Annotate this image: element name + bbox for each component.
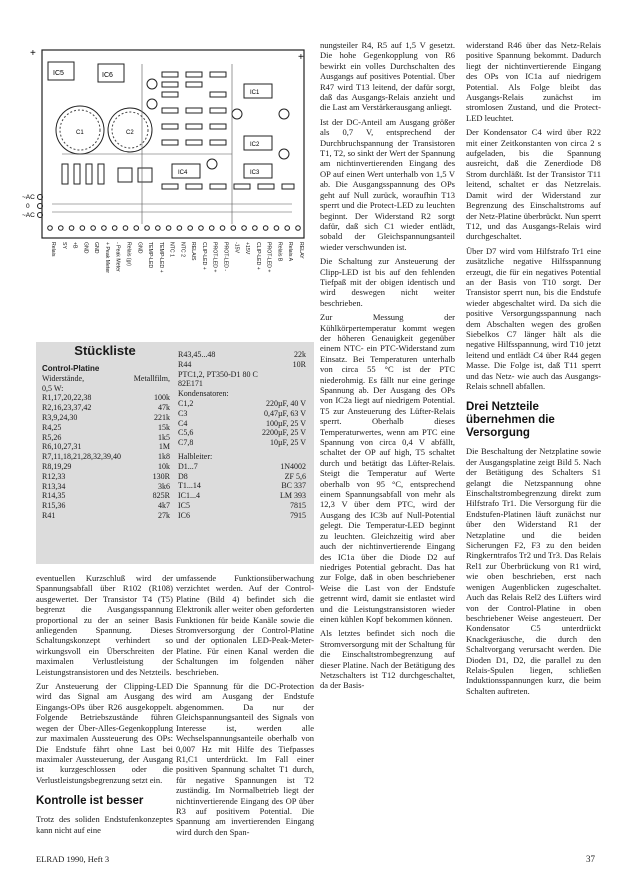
svg-text:IC3: IC3: [250, 170, 260, 176]
part-designator: T1...14: [178, 481, 201, 491]
parts-row: [178, 399, 306, 409]
connector-pin: [220, 226, 225, 231]
part-value: 7915: [290, 510, 306, 520]
parts-row: [178, 501, 306, 511]
paragraph: widerstand R46 über das Netz-Relais positive Spannung bekommt. Dadurch liegt der nichtinvertierende Eingang des OPs von IC1a auf niedrigem Potential. Als Folge bleibt das Ausgangs-Relais zunächst im stromlosen Zustand, und die Protect-LED leuchtet.: [466, 40, 601, 123]
pin-label: GND: [82, 242, 89, 254]
pin-label: Relais (gr): [125, 242, 132, 266]
parts-row: [42, 462, 170, 472]
pin-label: GND: [136, 242, 143, 254]
pin-label: -15V: [233, 242, 240, 253]
paragraph: Die Schaltung zur Ansteuerung der Clipp-LED ist bis auf den fehlenden Tiefpaß mit der obigen identisch und wird deswegen nicht weiter beschrieben.: [320, 256, 455, 308]
part-value: 221k: [154, 412, 170, 422]
parts-row: [178, 409, 306, 419]
section-heading: Kontrolle ist besser: [36, 795, 144, 808]
parts-row: [178, 428, 306, 438]
part-value: 3k6: [158, 481, 170, 491]
svg-text:IC1: IC1: [250, 90, 260, 96]
part-value: BC 337: [281, 481, 306, 491]
paragraph: eventuellen Kurzschluß wird der Spannungsabfall über R102 (R108) ausgewertet. Der Transistor T4 (T5) begrenzt die Ausgangsspannung proportional zu der an seiner Basis anliegenden Spannung. Dieses Schaltungskonzept verhindert so wirkungsvoll ein Überschreiten der maximalen Verlustleistung der Leistungstransistoren und des Netzteils.: [36, 573, 173, 677]
connector-pin: [253, 226, 258, 231]
capacitor-list: [178, 399, 306, 448]
connector-pin: [69, 226, 74, 231]
part-designator: R7,11,18,21,28,32,39,40: [42, 452, 122, 462]
pin-label: CLIP-LED +: [200, 242, 207, 270]
pin-label: RELAIS: [190, 242, 197, 261]
article-column-2: [176, 573, 314, 841]
parts-list-right: [178, 350, 306, 521]
paragraph: Als letztes befindet sich noch die Stromversorgung mit der Schaltung für die Einschaltstrombegrenzung auf dieser Platine. Nach der Betätigung des Netzschalters ist T12 durchgeschaltet, da der Basis-: [320, 628, 455, 691]
svg-text:IC5: IC5: [53, 70, 64, 77]
part-value: 2200µF, 25 V: [261, 428, 306, 438]
magazine-footer: ELRAD 1990, Heft 3: [36, 854, 110, 864]
paragraph: Über D7 wird vom Hilfstrafo Tr1 eine zusätzliche negative Hilfsspannung erzeugt, die für ein negatives Potential an der Basis von T10 sorgt. Der Transistor sperrt nun, bis die Endstufe wieder abgeschaltet wird. Da sich die positive Versorgungsspannung nach dem Abschalten wegen des großen Siebelkos C7 länger hält als die negative Hilfsspannung, wird T10 jetzt leitend und entlädt C4 über R44 gegen Masse. Die Folge ist, daß T11 sperrt und das Netz- wie auch das Ausgangs-Relais schnell abfallen.: [466, 245, 601, 391]
parts-row: [178, 491, 306, 501]
connector-pin: [296, 226, 301, 231]
part-designator: D1...7: [178, 461, 198, 471]
connector-pin: [199, 226, 204, 231]
part-designator: R14,35: [42, 491, 66, 501]
resistor-list: [42, 393, 170, 520]
pin-label: +B: [71, 242, 78, 249]
parts-section-title: Control-Platine: [42, 364, 100, 373]
paragraph: Der Kondensator C4 wird über R22 mit einer Zeitkonstanten von circa 2 s aufgeladen, bis die Spannung ausreicht, daß die Zenerdiode D8 Strom durchläßt. Ist der Transistor T11 leitend, schaltet er das Netzrelais. Damit wird der Widerstand zur Begrenzung des Einschaltstroms auf der Netz-Platine überbrückt. Nun sperrt T12, und das Ausgangs-Relais wird durchgeschaltet.: [466, 127, 601, 242]
parts-row: [42, 403, 170, 413]
part-value: 10R: [292, 359, 306, 369]
part-designator: R6,10,27,31: [42, 442, 82, 452]
svg-text:C2: C2: [126, 130, 134, 136]
connector-pin: [91, 226, 96, 231]
parts-row: [42, 423, 170, 433]
svg-text:0: 0: [26, 203, 30, 210]
connector-pin: [156, 226, 161, 231]
connector-pin: [134, 226, 139, 231]
paragraph: umfassende Funktionsüberwachung verzichtet werden. Auf der Control-Platine (Bild 4) befindet sich die Elektronik aller weiter oben geforderten Funktionen für beide Kanäle sowie die Stromversorgung der Control-Platine und der optionalen LED-Peak-Meter-Platine. Für einen Kanal werden die Schaltungen im folgenden näher beschrieben.: [176, 573, 314, 677]
paragraph: Ist der DC-Anteil am Ausgang größer als 0,7 V, entsprechend der Durchbruchspannung der Transistoren T1, T2, so sinkt der Wert der Spannung am nichtinvertierenden Eingang des OP auf einen Wert unterhalb von 1,5 V ab. Die Ausgangsspannung des OPs geht auf Null zurück, woraufhin T13 sperrt und die Protect-LED zu leuchten beginnt. Der Widerstand R2 sorgt dafür, daß sich C1 wieder entlädt, sobald der Gleichspannungsanteil wieder verschwunden ist.: [320, 116, 455, 252]
part-designator: C1,2: [178, 398, 194, 408]
part-value: 10k: [158, 461, 170, 471]
parts-row: [178, 472, 306, 482]
pin-label: TEMP-LED: [147, 242, 154, 269]
parts-row: [178, 481, 306, 491]
part-designator: IC6: [178, 510, 190, 520]
part-value: 1N4002: [280, 461, 306, 471]
connector-pin: [48, 226, 53, 231]
connector-pin: [123, 226, 128, 231]
semiconductor-header: Halbleiter:: [178, 451, 213, 461]
parts-row: [178, 350, 306, 360]
paragraph: Zur Ansteuerung der Clipping-LED wird das Signal am Ausgang des Eingangs-OPs über R26 ausgekoppelt. Folgende Betriebszustände führen wegen der Über-Alles-Gegenkopplung zur maximalen Aussteuerung des OPs: Die Endstufe fährt ohne Last bei maximaler Aussteuerung, der Ausgang ist kurzgeschlossen oder die Verlustleistungsbegrenzung setzt ein.: [36, 681, 173, 785]
connector-pin: [209, 226, 214, 231]
page-number: 37: [586, 854, 595, 864]
svg-text:~AC: ~AC: [22, 212, 35, 219]
connector-pin: [58, 226, 63, 231]
svg-text:+: +: [30, 48, 36, 59]
parts-row: [178, 511, 306, 521]
parts-row: [42, 482, 170, 492]
part-designator: R13,34: [42, 481, 66, 491]
section-heading: Drei Netzteile übernehmen die Versorgung: [466, 401, 555, 440]
pin-label: - Peak Meter: [114, 242, 121, 272]
part-designator: R41: [42, 510, 56, 520]
svg-text:~AC: ~AC: [22, 194, 35, 201]
ptc-line: PTC1,2, PT350-D1 80 C: [178, 369, 258, 379]
pin-label: PROT-LED +: [265, 242, 272, 273]
pin-label: Relais A: [287, 242, 294, 262]
part-value: 22k: [294, 350, 306, 359]
pin-label: NTC 2: [179, 242, 186, 257]
svg-text:IC4: IC4: [178, 170, 188, 176]
parts-row: [42, 433, 170, 443]
parts-row: [42, 501, 170, 511]
connector-pin: [166, 226, 171, 231]
svg-text:C1: C1: [76, 130, 84, 136]
parts-row: [42, 491, 170, 501]
part-designator: R8,19,29: [42, 461, 72, 471]
pcb-layout-drawing: [22, 44, 308, 319]
parts-row: [178, 419, 306, 429]
resistor-list-cont: [178, 350, 306, 370]
parts-row: [42, 413, 170, 423]
connector-pin: [188, 226, 193, 231]
resistor-header-2: 0,5 W:: [42, 383, 64, 393]
svg-text:IC6: IC6: [102, 72, 113, 79]
part-value: 130R: [152, 471, 170, 481]
part-value: ZF 5,6: [284, 471, 306, 481]
resistor-header: Widerstände, Metallfilm,: [42, 373, 170, 383]
parts-row: [42, 511, 170, 521]
part-value: 220µF, 40 V: [265, 398, 306, 408]
parts-list-box: [36, 342, 314, 564]
part-value: 1k5: [158, 432, 170, 442]
svg-text:+: +: [298, 52, 304, 63]
part-designator: C5,6: [178, 428, 194, 438]
part-designator: R12,33: [42, 471, 66, 481]
circuit-board-figure: [22, 44, 308, 319]
article-column-3: [320, 40, 455, 695]
connector-pin: [80, 226, 85, 231]
semiconductor-list: [178, 462, 306, 521]
part-designator: IC1...4: [178, 491, 200, 501]
part-designator: C4: [178, 418, 188, 428]
connector-pin: [231, 226, 236, 231]
connector-pin: [263, 226, 268, 231]
part-designator: R44: [178, 359, 192, 369]
parts-row: [178, 360, 306, 370]
parts-row: [42, 472, 170, 482]
connector-pin: [177, 226, 182, 231]
pin-label: GND: [93, 242, 100, 254]
parts-row: [178, 462, 306, 472]
ptc-type: 82E171: [178, 379, 203, 389]
part-value: 15k: [158, 422, 170, 432]
connector-pin: [145, 226, 150, 231]
parts-row: [178, 438, 306, 448]
part-value: 100µF, 25 V: [265, 418, 306, 428]
part-value: LM 393: [280, 491, 306, 501]
part-designator: R5,26: [42, 432, 62, 442]
pin-label: RELAY: [298, 242, 304, 259]
article-column-1: [36, 573, 173, 839]
connector-pin: [102, 226, 107, 231]
part-designator: R4,25: [42, 422, 62, 432]
parts-row: [42, 452, 170, 462]
pin-label: NTC 1: [168, 242, 175, 257]
pin-label: PROT-LED +: [211, 242, 218, 273]
part-designator: IC5: [178, 500, 190, 510]
pin-label: TEMP-LED +: [157, 242, 164, 273]
connector-pin: [112, 226, 117, 231]
article-column-4: [466, 40, 601, 700]
pin-label: PROT-LED -: [222, 242, 229, 272]
paragraph: Die Spannung für die DC-Protection wird am Ausgang der Endstufe abgenommen. Da nur der Gleichspannungsanteil des Signals von Interesse ist, werden alle Wechselspannungsanteile oberhalb von 0,007 Hz mit Hilfe des Tiefpasses R1,C1 unterdrückt. Im Fall einer positiven Spannung schaltet T1 durch, für negative Spannungen ist T2 zuständig. Im Normalbetrieb liegt der nichtinvertierende Eingang des OP über R3 auf positivem Potential. Die Spannung am invertierenden Eingang wird durch den Span-: [176, 681, 314, 837]
part-value: 0,47µF, 63 V: [263, 408, 306, 418]
paragraph: Zur Messung der Kühlkörpertemperatur kommt wegen der höheren Genauigkeit gegenüber einem NTC- ein PTC-Widerstand zum Einsatz. Bei Temperaturen unterhalb von circa 55 °C ist der PTC niederohmig. Es fällt nur eine geringe Spannung ab. Der Ausgang des OPs von IC2a liegt auf niedrigem Potential. T5 zur Ansteuerung des Lüfter-Relais sperrt. Oberhalb dieses Temperaturwertes, wenn am PTC eine Spannung von circa 0,4 V abfällt, schaltet der OP auf high, T5 schaltet durch und betätigt das Lüfter-Relais. Steigt die Temperatur auf Werte oberhalb von 95 °C, entsprechend einem Spannungsabfall von mehr als 12,3 V über dem PTC, wird der Ausgang des IC3b auf Null-Potential gelegt. Die Temperatur-LED beginnt zu leuchten. Gleichzeitig wird aber auch der nichtinvertierende Eingang des IC1a über die Diode D2 auf niedriges Potential gebracht. Das hat zur Folge, daß in oben beschriebener Weise die Last von der Endstufe getrennt wird, damit sie entlastet wird und die Leistungstransistoren wieder einen kühlen Kopf bekommen können.: [320, 312, 455, 624]
part-designator: D8: [178, 471, 188, 481]
part-value: 825R: [152, 491, 170, 501]
part-designator: R15,36: [42, 501, 66, 511]
paragraph: Trotz des soliden Endstufenkonzeptes kann nicht auf eine: [36, 814, 173, 835]
pin-label: +15V: [244, 242, 251, 255]
parts-list-title: Stückliste: [74, 343, 136, 358]
connector-pin: [242, 226, 247, 231]
part-value: 1M: [158, 442, 170, 452]
part-value: 27k: [158, 510, 170, 520]
connector-pin: [274, 226, 279, 231]
part-designator: R3,9,24,30: [42, 412, 78, 422]
pin-label: Relais B: [276, 242, 283, 262]
part-value: 47k: [158, 403, 170, 413]
part-value: 10µF, 25 V: [269, 438, 306, 448]
capacitor-header: Kondensatoren:: [178, 389, 229, 399]
part-designator: R1,17,20,22,38: [42, 393, 92, 403]
parts-row: [42, 393, 170, 403]
pin-label: CLIP-LED +: [254, 242, 261, 270]
part-value: 7815: [290, 500, 306, 510]
pin-label: Relais: [50, 242, 56, 257]
part-value: 100k: [154, 393, 170, 403]
pin-label: SY: [60, 242, 67, 249]
part-designator: C7,8: [178, 438, 194, 448]
part-designator: R43,45...48: [178, 350, 216, 359]
part-value: 1k8: [158, 452, 170, 462]
parts-list-left: [42, 364, 170, 521]
parts-row: [42, 442, 170, 452]
pin-label: + Peak Meter: [103, 242, 110, 273]
paragraph: nungsteiler R4, R5 auf 1,5 V gesetzt. Die hohe Gegenkopplung von R6 bewirkt ein volles Durchschalten des Ausgangs auf positives Potential. Über R47 wird T13 leitend, der dafür sorgt, daß das Ausgangs-Relais anzieht und die Last am Verstärkerausgang anliegt.: [320, 40, 455, 113]
paragraph: Die Beschaltung der Netzplatine sowie der Ausgangsplatine zeigt Bild 5. Nach der Betätigung des Schalters S1 gelangt die Netzspannung ohne Einschaltstrombegrenzung direkt zum Hilfstrafo Tr1. Die Versorgung für die Endstufen-Platinen läuft zunächst nur über den Widerstand R1 der Netzplatine und die beiden Sicherungen F2, F3 zu den beiden Ringkerntrafos Tr2 und Tr3. Das Relais Rel1 zur Überbrückung von R1 wird, wie oben beschrieben, erst nach wenigen Augenblicken zugeschaltet. Auch das Relais Rel2 des Lüfters wird von der Control-Platine in oben beschriebener Weise angesteuert. Der Kondensator C5 unterdrückt Knackgeräusche, die durch den Schaltvorgang verursacht werden. Die Dioden D1, D2, die parallel zu den Relais-Spulen liegen, schließen Induktionsspannungen kurz, die beim Schalten auftreten.: [466, 446, 601, 696]
svg-text:IC2: IC2: [250, 142, 260, 148]
part-designator: C3: [178, 408, 188, 418]
part-value: 4k7: [158, 501, 170, 511]
connector-pin: [285, 226, 290, 231]
part-designator: R2,16,23,37,42: [42, 403, 92, 413]
